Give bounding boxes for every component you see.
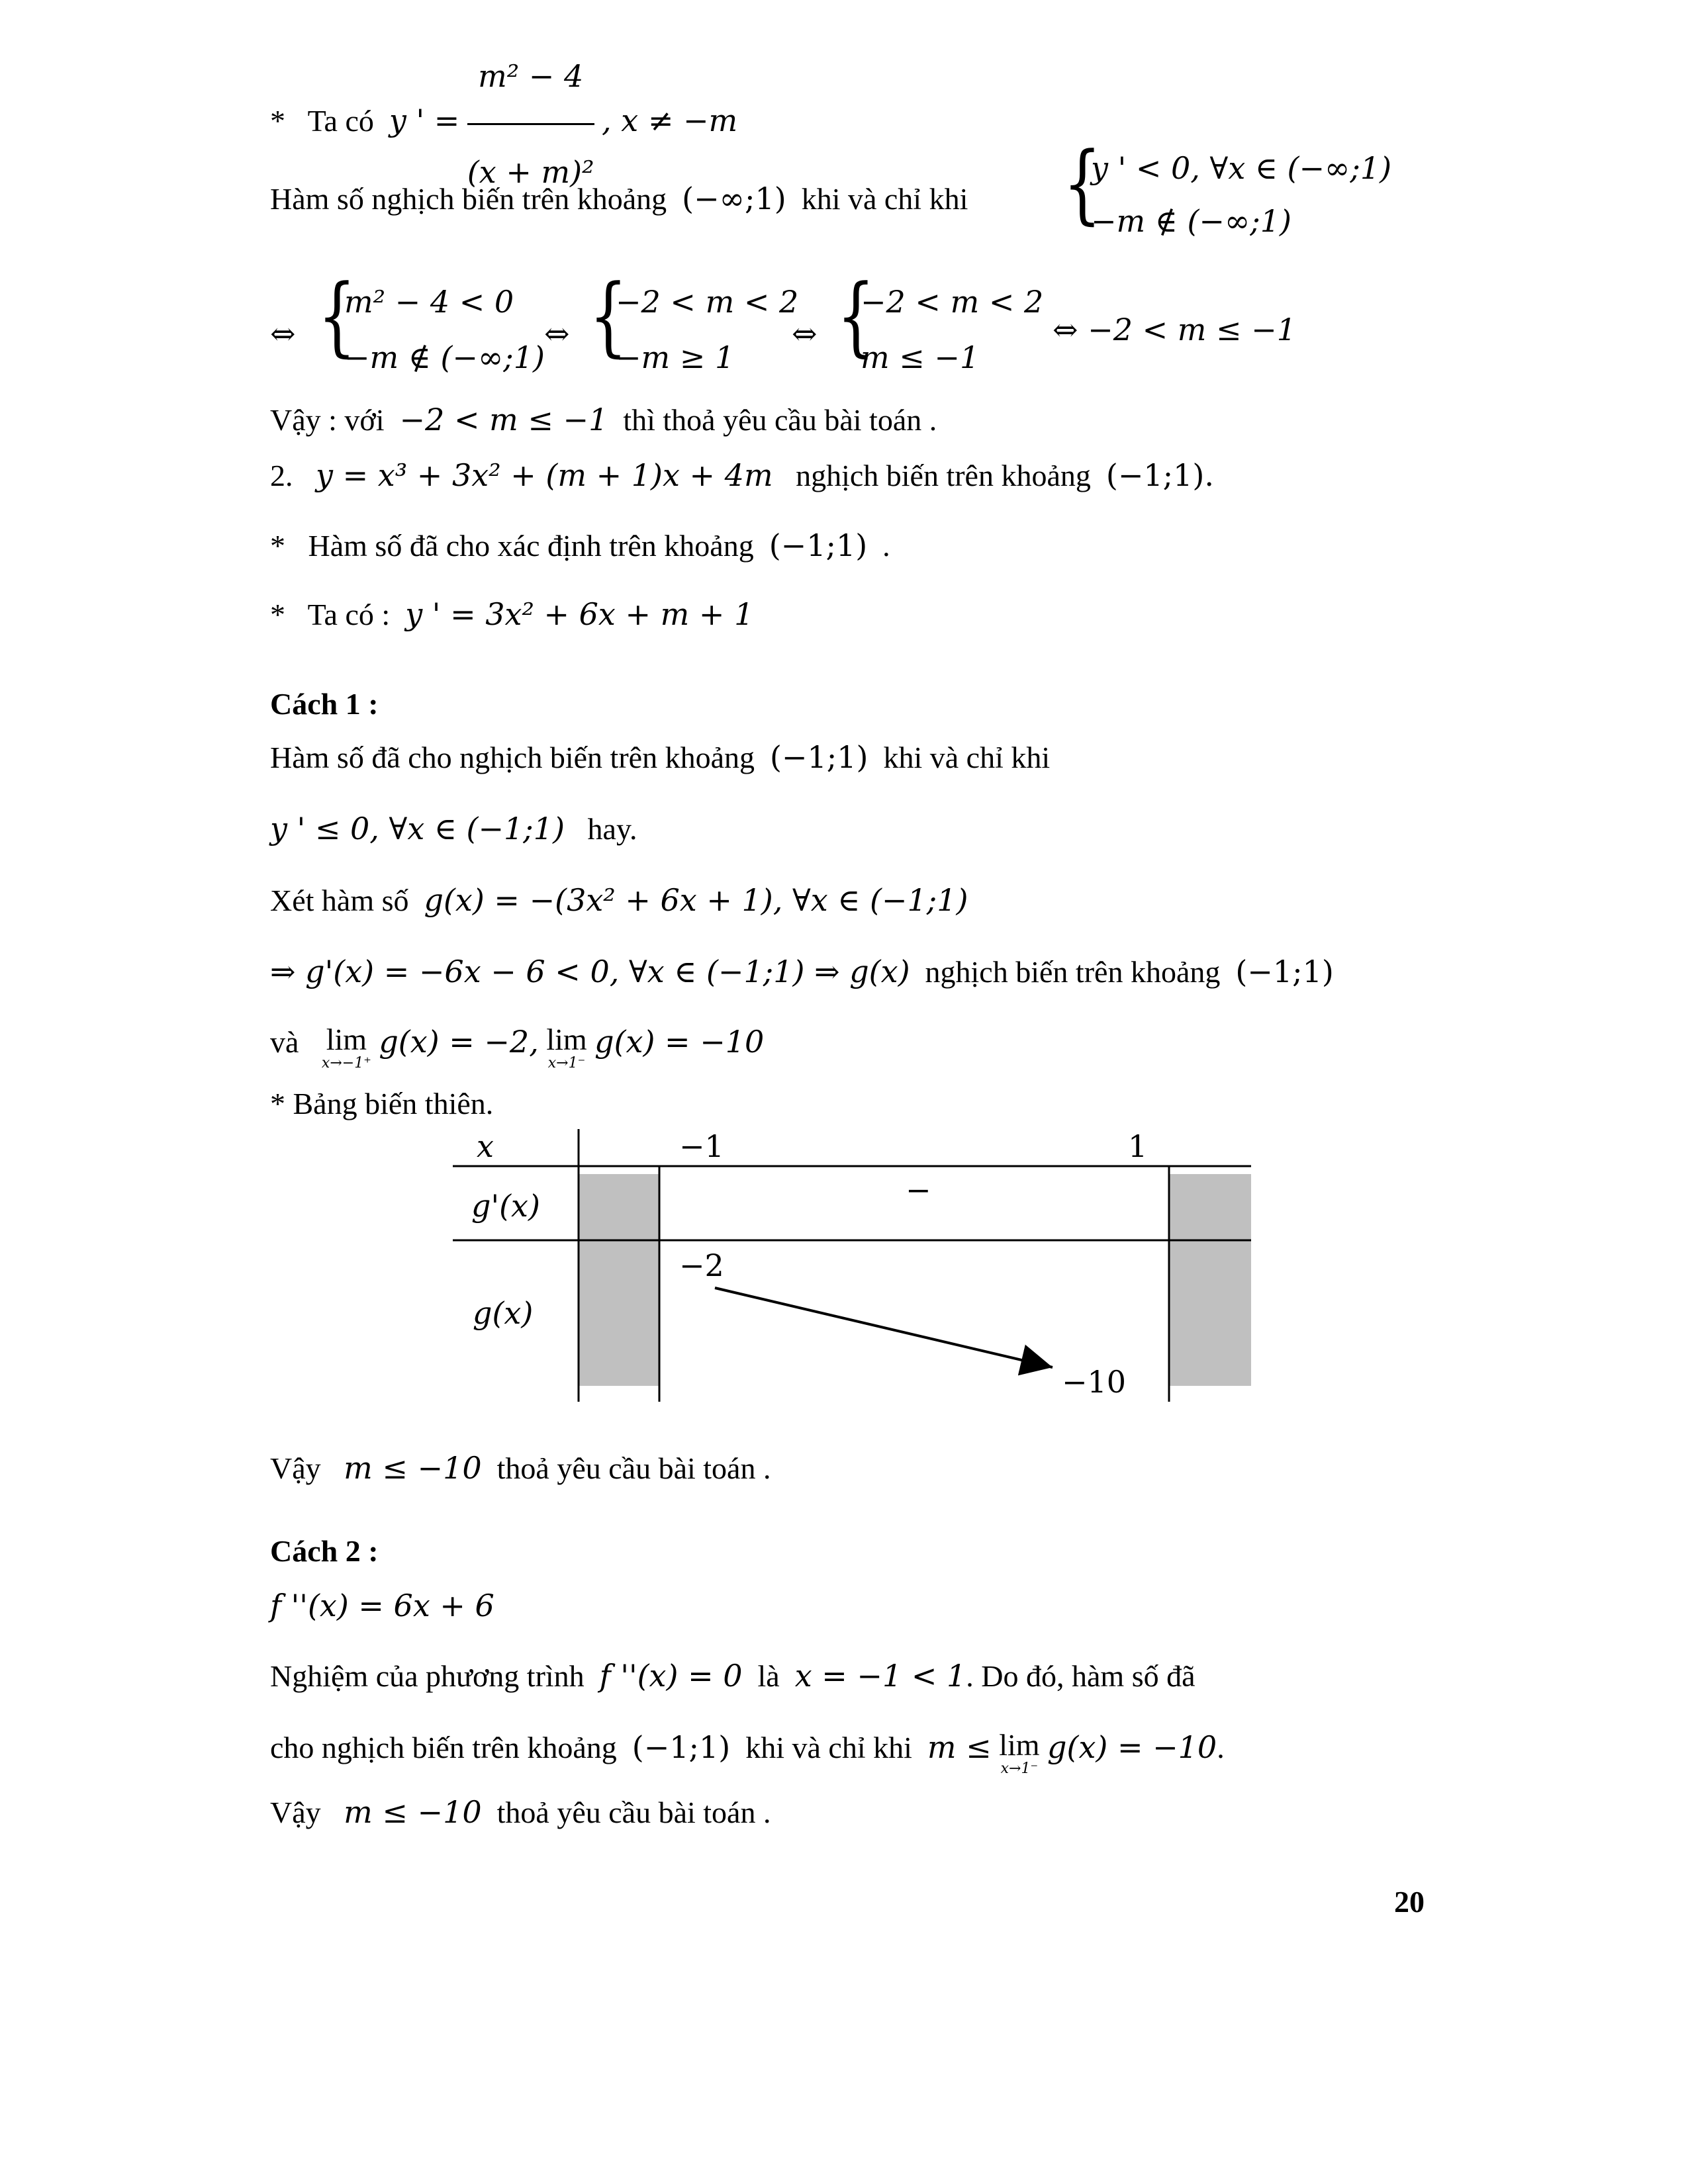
text: . Do đó, hàm số đã	[966, 1659, 1196, 1693]
equiv-arrow-2: ⇔	[544, 316, 570, 351]
table-x-left: −1	[679, 1128, 724, 1164]
line-condition	[270, 180, 968, 218]
text-vay: Vậy	[270, 1451, 321, 1485]
text-ta-co: Ta có	[307, 104, 374, 138]
decreasing-arrow-icon	[715, 1288, 1053, 1367]
condition: m ≤ −10	[344, 1450, 482, 1486]
table-g-left: −2	[679, 1248, 724, 1283]
text-khi: khi và chỉ khi	[801, 182, 968, 216]
interval: (−1;1).	[1105, 457, 1214, 493]
system-a-line-1: m² − 4 < 0	[344, 284, 514, 320]
left-brace-icon: {	[589, 265, 628, 366]
root: x = −1 < 1	[794, 1658, 966, 1694]
cach2-line-3	[270, 1729, 1225, 1776]
text: Nghiệm của phương trình	[270, 1659, 585, 1693]
g-derivative: ⇒ g'(x) = −6x − 6 < 0, ∀x ∈ (−1;1) ⇒ g(x)	[270, 954, 910, 989]
equation: f ''(x) = 0	[599, 1658, 743, 1694]
interval: (−1;1)	[1235, 954, 1334, 989]
text-hay: hay.	[587, 812, 637, 846]
limit-2	[546, 1023, 586, 1071]
interval: (−1;1)	[632, 1729, 731, 1765]
lim-subscript: x→1⁻	[547, 1055, 586, 1071]
hatched-region-left	[579, 1174, 659, 1386]
limit-1	[322, 1023, 371, 1071]
lim-word: lim	[546, 1023, 587, 1056]
line-conclusion-1	[270, 401, 937, 439]
lim-word: lim	[999, 1728, 1040, 1762]
system-line-1: y ' < 0, ∀x ∈ (−∞;1)	[1091, 150, 1392, 186]
fraction-denominator: (x + m)²	[467, 154, 594, 190]
second-derivative: f ''(x) = 6x + 6	[270, 1588, 494, 1623]
cach1-line-1	[270, 739, 1050, 776]
limit-value-2: g(x) = −10	[594, 1024, 765, 1060]
system-b-line-2: −m ≥ 1	[616, 340, 735, 375]
heading-cach-2: Cách 2 :	[270, 1534, 379, 1568]
condition: −2 < m ≤ −1	[399, 402, 608, 437]
text: Hàm số đã cho nghịch biến trên khoảng	[270, 741, 755, 774]
derivative-expression: y ' = 3x² + 6x + m + 1	[405, 596, 754, 632]
text-thoa: thoả yêu cầu bài toán .	[496, 1796, 771, 1829]
equiv-arrow-1: ⇔	[270, 316, 296, 351]
text-ham-so: Hàm số nghịch biến trên khoảng	[270, 182, 667, 216]
limit-3	[999, 1729, 1039, 1776]
cach1-line-2	[270, 810, 637, 848]
system-b-line-1: −2 < m < 2	[616, 284, 799, 320]
system-c-line-1: −2 < m < 2	[861, 284, 1044, 320]
line-domain	[270, 527, 890, 565]
bullet-star: *	[270, 104, 285, 138]
table-x-label: x	[477, 1128, 494, 1164]
line-problem-2	[270, 457, 1214, 494]
text-nghich-bien: nghịch biến trên khoảng	[796, 459, 1091, 492]
cach1-line-5	[270, 1023, 764, 1071]
text-la: là	[757, 1659, 780, 1693]
text-thoa: thoả yêu cầu bài toán .	[496, 1451, 771, 1485]
system-line-2: −m ∉ (−∞;1)	[1091, 203, 1291, 239]
m-leq: m ≤	[927, 1729, 992, 1765]
text: khi và chỉ khi	[745, 1731, 912, 1764]
final-equivalence: ⇔ −2 < m ≤ −1	[1053, 312, 1296, 347]
hatched-region-right	[1169, 1174, 1251, 1386]
cach2-conclusion	[270, 1794, 771, 1831]
heading-cach-1: Cách 1 :	[270, 687, 379, 721]
variation-table	[0, 1118, 1688, 1449]
equiv-arrow-3: ⇔	[792, 316, 818, 351]
lim-subscript: x→1⁻	[1000, 1760, 1039, 1777]
function-expression: y = x³ + 3x² + (m + 1)x + 4m	[316, 457, 773, 493]
interval: (−∞;1)	[682, 181, 786, 216]
line-derivative-2	[270, 596, 753, 633]
domain-condition: , x ≠ −m	[602, 103, 738, 139]
text-vay: Vậy	[270, 1796, 321, 1829]
text-ta-co: Ta có :	[307, 598, 391, 631]
cach1-line-4	[270, 953, 1334, 991]
fraction-numerator: m² − 4	[467, 33, 594, 125]
interval: (−1;1)	[769, 527, 868, 563]
text-va: và	[270, 1025, 299, 1059]
inequality: y ' ≤ 0, ∀x ∈ (−1;1)	[270, 811, 565, 846]
left-brace-icon: {	[318, 265, 356, 366]
page-number: 20	[1394, 1885, 1425, 1919]
table-g-label: g(x)	[473, 1295, 534, 1331]
bang-bien-thien-label: * Bảng biến thiên.	[270, 1087, 494, 1120]
text-xet-ham-so: Xét hàm số	[270, 884, 409, 917]
y-prime: y ' =	[389, 103, 460, 139]
bullet-star: *	[270, 529, 285, 563]
system-c-line-2: m ≤ −1	[861, 340, 980, 375]
text: nghịch biến trên khoảng	[925, 955, 1221, 989]
period: .	[882, 529, 890, 563]
text: khi và chỉ khi	[883, 741, 1051, 774]
condition: m ≤ −10	[344, 1794, 482, 1830]
table-g-right: −10	[1062, 1364, 1127, 1400]
text-vay: Vậy : với	[270, 403, 385, 437]
left-brace-icon: {	[1063, 133, 1102, 234]
system-a-line-2: −m ∉ (−∞;1)	[344, 340, 545, 375]
interval: (−1;1)	[769, 739, 868, 775]
cach2-line-2	[270, 1657, 1196, 1695]
bullet-star: *	[270, 598, 285, 631]
text: cho nghịch biến trên khoảng	[270, 1731, 617, 1764]
limit-value: g(x) = −10	[1047, 1729, 1217, 1765]
limit-value-1: g(x) = −2,	[379, 1024, 539, 1060]
g-definition: g(x) = −(3x² + 6x + 1), ∀x ∈ (−1;1)	[424, 882, 968, 918]
period: .	[1217, 1731, 1225, 1764]
lim-subscript: x→−1⁺	[321, 1055, 371, 1071]
table-x-right: 1	[1128, 1128, 1148, 1164]
table-sign: −	[906, 1172, 931, 1208]
cach1-line-3	[270, 882, 968, 919]
left-brace-icon: {	[837, 265, 875, 366]
text-thoa: thì thoả yêu cầu bài toán .	[623, 403, 937, 437]
table-gp-label: g'(x)	[471, 1188, 540, 1224]
text-xac-dinh: Hàm số đã cho xác định trên khoảng	[308, 529, 754, 563]
cach1-conclusion	[270, 1449, 771, 1487]
problem-number: 2.	[270, 459, 293, 492]
lim-word: lim	[326, 1023, 367, 1056]
